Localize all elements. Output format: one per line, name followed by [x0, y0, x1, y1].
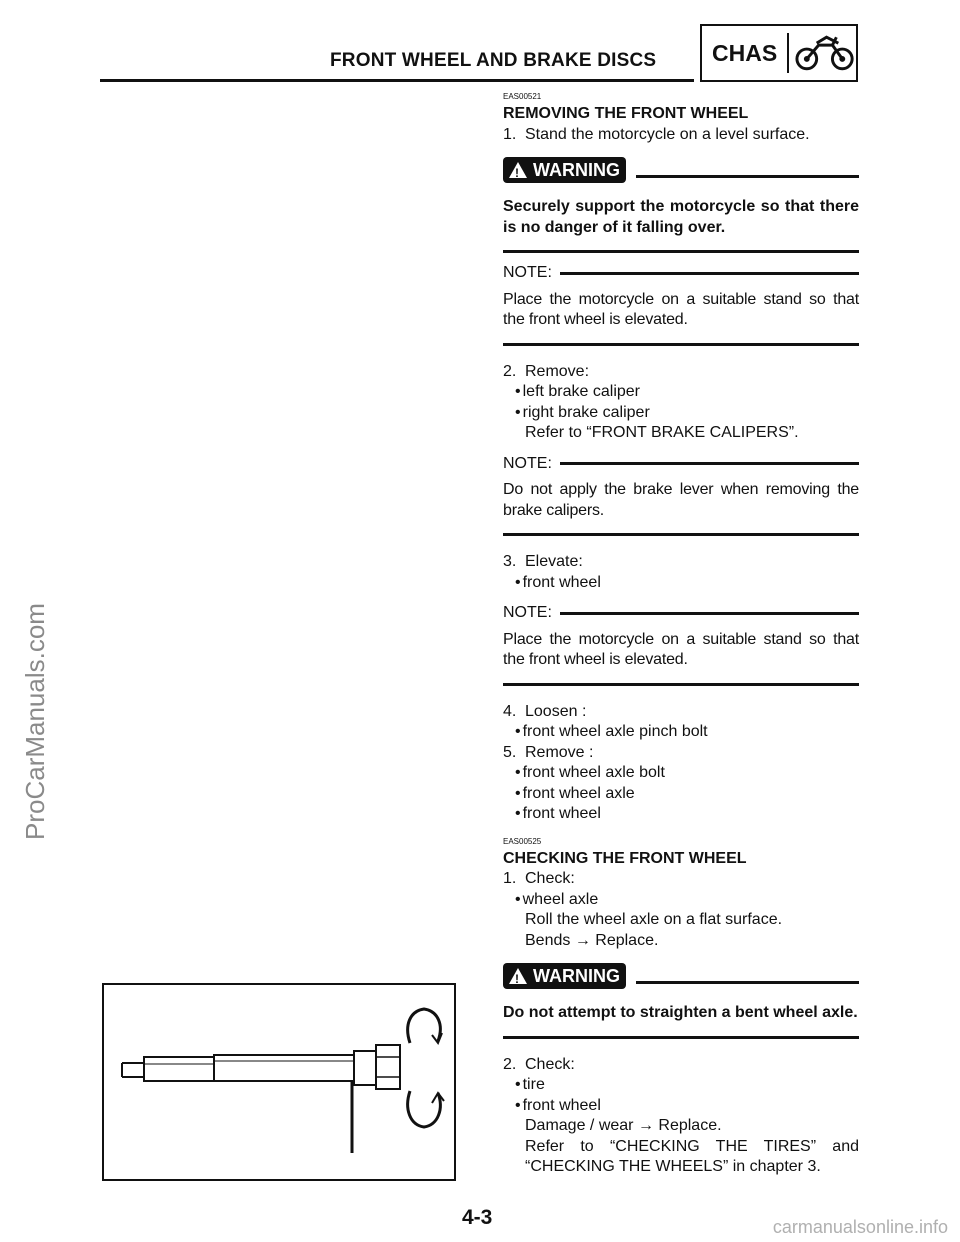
page-title: FRONT WHEEL AND BRAKE DISCS — [330, 50, 657, 71]
section-tab — [700, 24, 858, 82]
content-column — [503, 92, 859, 1178]
section-code: EAS00521 — [503, 92, 542, 101]
warning-text: Do not attempt to straighten a bent wheel axle. — [503, 1004, 858, 1021]
note-header: NOTE: — [503, 603, 859, 624]
section-code: EAS00525 — [503, 836, 542, 846]
note-header: NOTE: — [503, 454, 859, 475]
note-text: Place the motorcycle on a suitable stand so that the front wheel is elevated. — [503, 290, 859, 328]
step-item: 2. Check: — [503, 1055, 575, 1073]
step-item: 1. Stand the motorcycle on a level surface. — [503, 125, 810, 143]
step-item: 5. Remove : — [503, 743, 594, 761]
detail-text: Damage / wear → Replace. — [525, 1117, 722, 1134]
header-rule — [100, 79, 694, 82]
warning-header — [503, 961, 859, 991]
step-item: 2. Remove: — [503, 362, 590, 380]
list-item: • front wheel — [503, 1096, 859, 1117]
list-item: • left brake caliper — [503, 382, 859, 403]
list-item: • wheel axle — [503, 890, 859, 911]
note-header: NOTE: — [503, 263, 859, 284]
reference-text: Refer to “FRONT BRAKE CALIPERS”. — [525, 424, 799, 441]
list-item: • front wheel axle bolt — [503, 763, 859, 784]
footer-watermark: carmanualsonline.info — [772, 1217, 948, 1237]
detail-text: Refer to “CHECKING THE TIRES” and “CHECKING THE WHEELS” in chapter 3. — [525, 1137, 859, 1175]
warning-icon — [509, 162, 527, 178]
note-text: Do not apply the brake lever when removing the brake calipers. — [503, 481, 859, 519]
warning-icon — [509, 968, 527, 984]
watermark: ProCarManuals.com — [20, 603, 50, 840]
list-item: • front wheel axle — [503, 784, 859, 805]
detail-text: Bends → Replace. — [525, 931, 659, 949]
step-item: 4. Loosen : — [503, 702, 587, 720]
section-heading: REMOVING THE FRONT WHEEL — [503, 105, 749, 122]
list-item: • front wheel — [503, 804, 859, 825]
note-text: Place the motorcycle on a suitable stand so that the front wheel is elevated. — [503, 630, 859, 668]
section-divider — [787, 33, 789, 73]
warning-badge: ! WARNING — [503, 963, 626, 989]
axle-figure — [102, 983, 456, 1181]
step-item: 1. Check: — [503, 870, 575, 887]
list-item: • front wheel axle pinch bolt — [503, 722, 859, 743]
wheel-axle-illustration — [104, 985, 454, 1179]
detail-text: Roll the wheel axle on a flat surface. — [525, 911, 783, 928]
warning-badge: ! WARNING — [503, 157, 626, 183]
page-number: 4-3 — [462, 1206, 493, 1229]
list-item: • front wheel — [503, 573, 859, 594]
warning-header — [503, 155, 859, 185]
separator — [503, 250, 859, 253]
list-item: • tire — [503, 1075, 859, 1096]
warning-text: Securely support the motorcycle so that there is no danger of it falling over. — [503, 198, 859, 236]
list-item: • right brake caliper — [503, 403, 859, 424]
warning-rule — [636, 175, 859, 178]
motorcycle-icon — [793, 31, 856, 75]
section-label: CHAS — [712, 39, 778, 66]
warning-rule — [636, 981, 859, 984]
step-item: 3. Elevate: — [503, 553, 583, 570]
section-heading: CHECKING THE FRONT WHEEL — [503, 849, 747, 867]
